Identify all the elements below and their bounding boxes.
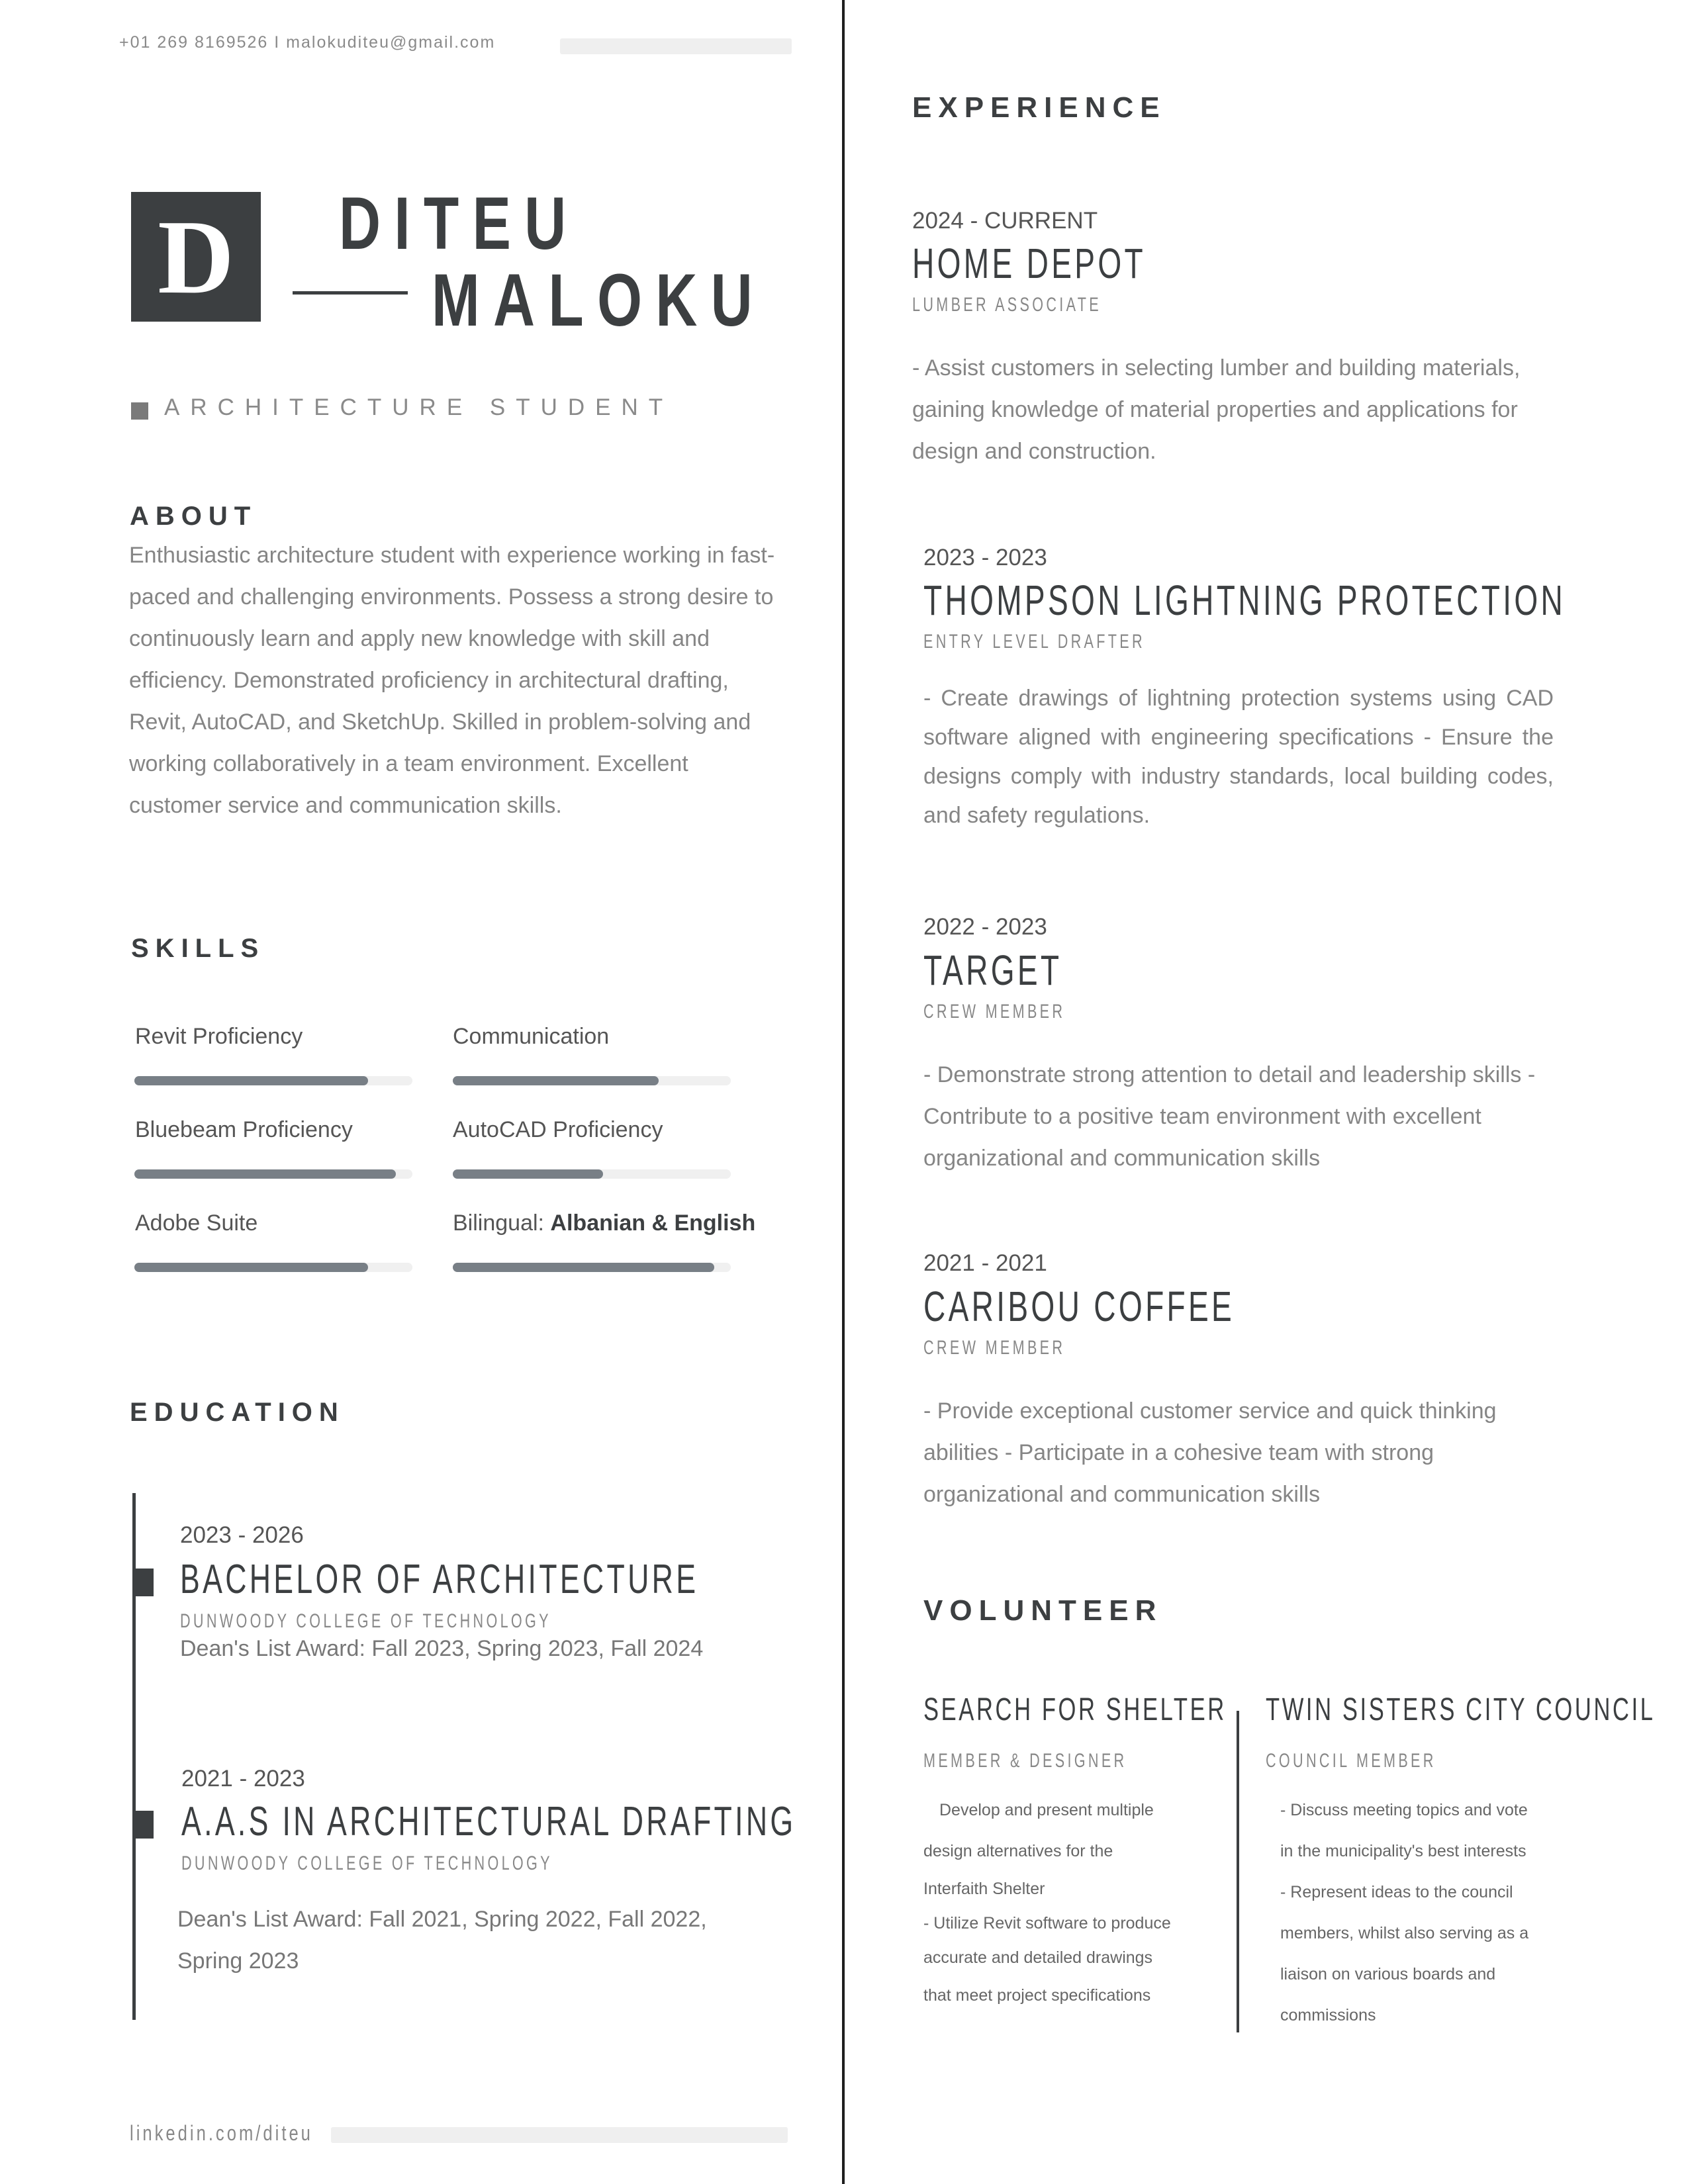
about-heading: ABOUT <box>130 502 258 531</box>
volunteer-line: accurate and detailed drawings <box>923 1948 1153 1967</box>
experience-description: - Demonstrate strong attention to detail and leadership skills - Contribute to a positive team environment with excellent organizational and communication skills <box>923 1062 1536 1171</box>
volunteer-line: liaison on various boards and <box>1280 1965 1496 1983</box>
volunteer-line: - Discuss meeting topics and vote <box>1280 1801 1528 1819</box>
skill-bar <box>453 1263 731 1272</box>
skill-bar-fill <box>453 1169 603 1179</box>
volunteer-line: members, whilst also serving as a <box>1280 1924 1529 1942</box>
volunteer-org: TWIN SISTERS CITY COUNCIL <box>1266 1692 1656 1727</box>
volunteer-line: commissions <box>1280 2006 1376 2025</box>
experience-title: CREW MEMBER <box>923 1337 1066 1359</box>
skill-bar-fill <box>134 1076 368 1085</box>
skill-label-prefix: Bilingual: <box>453 1210 551 1236</box>
volunteer-line: Interfaith Shelter <box>923 1880 1045 1898</box>
linkedin-accent-bar <box>331 2127 788 2143</box>
education-dates: 2021 - 2023 <box>181 1766 305 1792</box>
experience-title: LUMBER ASSOCIATE <box>912 294 1102 316</box>
first-name: DITEU <box>339 182 580 265</box>
skill-label-bold: Albanian & English <box>550 1210 756 1236</box>
experience-company: THOMPSON LIGHTNING PROTECTION <box>923 576 1566 624</box>
experience-dates: 2021 - 2021 <box>923 1250 1047 1276</box>
experience-dates: 2022 - 2023 <box>923 914 1047 940</box>
volunteer-line: in the municipality's best interests <box>1280 1842 1526 1860</box>
skill-bar <box>134 1169 412 1179</box>
education-school: DUNWOODY COLLEGE OF TECHNOLOGY <box>181 1852 553 1874</box>
volunteer-heading: VOLUNTEER <box>923 1594 1163 1627</box>
skill-label: Revit Proficiency <box>135 1024 303 1049</box>
volunteer-org: SEARCH FOR SHELTER <box>923 1692 1227 1727</box>
linkedin-link[interactable]: linkedin.com/diteu <box>130 2121 313 2145</box>
volunteer-line: design alternatives for the <box>923 1842 1113 1860</box>
skills-heading: SKILLS <box>131 934 265 963</box>
experience-company: CARIBOU COFFEE <box>923 1283 1235 1330</box>
experience-description: - Assist customers in selecting lumber and building materials, gaining knowledge of material properties and applications for design and construction. <box>912 355 1521 464</box>
education-school: DUNWOODY COLLEGE OF TECHNOLOGY <box>180 1610 551 1632</box>
education-note: Dean's List Award: Fall 2023, Spring 2023, Fall 2024 <box>180 1636 704 1661</box>
experience-heading: EXPERIENCE <box>912 91 1166 124</box>
education-degree: A.A.S IN ARCHITECTURAL DRAFTING <box>181 1799 796 1844</box>
skill-bar-fill <box>453 1263 714 1272</box>
skill-bar-fill <box>134 1263 368 1272</box>
volunteer-description <box>923 1790 1221 2016</box>
experience-company: TARGET <box>923 946 1062 994</box>
about-text: Enthusiastic architecture student with experience working in fast-paced and challenging environments. Possess a strong desire to continuously learn and apply new knowledge with skill and efficiency. Demonstrated proficiency in architectural drafting, Revit, AutoCAD, and SketchUp. Skilled in problem-solving and working collaboratively in a team environment. Excellent customer service and communication skills. <box>129 543 775 818</box>
name-rule <box>293 291 408 295</box>
experience-title: CREW MEMBER <box>923 1001 1066 1023</box>
volunteer-line: - Represent ideas to the council <box>1280 1883 1513 1901</box>
skill-bar <box>453 1169 731 1179</box>
skill-label: Communication <box>453 1024 610 1049</box>
monogram-logo: D <box>131 192 261 322</box>
skill-bar <box>134 1076 412 1085</box>
timeline-marker <box>135 1811 154 1839</box>
experience-dates: 2023 - 2023 <box>923 545 1047 570</box>
last-name: MALOKU <box>432 259 767 341</box>
education-note: Dean's List Award: Fall 2021, Spring 2022, Fall 2022, Spring 2023 <box>177 1907 707 1974</box>
skill-label: Adobe Suite <box>135 1210 258 1236</box>
skill-bar-fill <box>134 1169 396 1179</box>
skill-label <box>453 1210 755 1236</box>
volunteer-line: Develop and present multiple <box>939 1801 1154 1819</box>
volunteer-divider <box>1237 1711 1239 2032</box>
volunteer-line: - Utilize Revit software to produce <box>923 1914 1171 1933</box>
experience-company: HOME DEPOT <box>912 240 1146 287</box>
skill-label: Bluebeam Proficiency <box>135 1117 353 1142</box>
volunteer-description <box>1280 1790 1598 2036</box>
role-title: ARCHITECTURE STUDENT <box>164 394 674 420</box>
skill-bar <box>453 1076 731 1085</box>
education-dates: 2023 - 2026 <box>180 1522 304 1548</box>
education-degree: BACHELOR OF ARCHITECTURE <box>180 1557 699 1602</box>
timeline-marker <box>135 1569 154 1596</box>
experience-dates: 2024 - CURRENT <box>912 208 1098 234</box>
experience-title: ENTRY LEVEL DRAFTER <box>923 631 1145 653</box>
experience-description: - Create drawings of lightning protection systems using CAD software aligned with engineering specifications - Ensure the designs comply with industry standards, local building codes, and safety regulations. <box>923 686 1554 828</box>
skill-label: AutoCAD Proficiency <box>453 1117 663 1142</box>
volunteer-line: that meet project specifications <box>923 1986 1151 2005</box>
contact-info: +01 269 8169526 I malokuditeu@gmail.com <box>119 33 496 52</box>
experience-description: - Provide exceptional customer service and quick thinking abilities - Participate in a cohesive team with strong organizational and communication skills <box>923 1398 1497 1507</box>
volunteer-role: MEMBER & DESIGNER <box>923 1750 1127 1772</box>
column-divider <box>842 0 845 2184</box>
skill-bar-fill <box>453 1076 659 1085</box>
contact-accent-bar <box>560 38 792 54</box>
education-heading: EDUCATION <box>130 1398 345 1427</box>
role-marker <box>131 402 148 420</box>
skill-bar <box>134 1263 412 1272</box>
volunteer-role: COUNCIL MEMBER <box>1266 1750 1436 1772</box>
